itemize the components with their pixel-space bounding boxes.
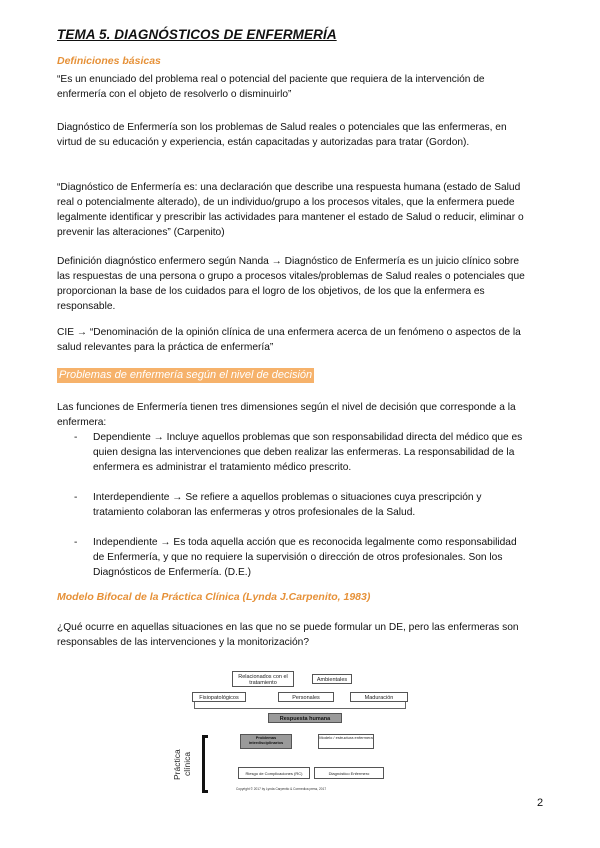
paragraph-nanda: Definición diagnóstico enfermero según Nanda → Diagnóstico de Enfermería es un juicio clínico sobre las respuestas de una persona o grupo a procesos vitales/problemas de Salud reales o potenciales que proporcionan la base de los cuidados para el logro de los objetivos, de los que la enfermera es responsable. [57,256,525,312]
box-respuesta-humana: Respuesta humana [268,713,342,723]
side-label [170,740,192,780]
box-personales: Personales [278,692,334,702]
box-problemas-interdisciplinarios: Problemas interdisciplinarios [240,734,292,749]
box-diagnostico-enfermero: Diagnóstico Enfermero [314,767,384,779]
dimensions-list [57,430,527,595]
box-fisiopatologicos: Fisiopatológicos [192,692,246,702]
box-riesgo-complicaciones: Riesgo de Complicaciones (RC) [238,767,310,779]
diagram-copyright: Copyright © 2017 by Lynda Carpenito & Cormedica press, 2017 [236,787,327,791]
paragraph-funciones-intro: Las funciones de Enfermería tienen tres dimensiones según el nivel de decisión que corresponde a la enfermera: [57,402,516,428]
list-item: - Interdependiente → Se refiere a aquellos problemas o situaciones cuya prescripción y tratamiento colaboran las enfermeras y otros profesionales de la Salud. [57,490,527,520]
page-number: 2 [537,797,544,809]
side-label-practica: Práctica [172,749,182,780]
paragraph-gordon: Diagnóstico de Enfermería son los problemas de Salud reales o potenciales que las enfermeras, en virtud de su educación y experiencia, están capacitadas y autorizadas para tratar (Gordon). [57,122,507,148]
paragraph-carpenito: “Diagnóstico de Enfermería es: una declaración que describe una respuesta humana (estado de Salud real o potencialmente alterado), de un individuo/grupo a los procesos vitales, que la enfermera puede legalmente identificar y prescribir las actividades para mantener el estado de Salud o reducir, eliminar o prevenir las alteraciones” (Carpenito) [57,182,524,238]
list-item: - Dependiente → Incluye aquellos problemas que son responsabilidad directa del médico que es quien designa las intervenciones que deben realizar las enfermeras. La responsabilidad de la enfermera es administrar el tratamiento médico prescrito. [57,430,527,475]
box-ambientales: Ambientales [312,674,352,684]
section-heading-problemas: Problemas de enfermería según el nivel de decisión [59,369,313,381]
section-heading-modelo-bifocal: Modelo Bifocal de la Práctica Clínica (Lynda J.Carpenito, 1983) [57,591,371,603]
box-modelo-enfermera: Modelo / estructura enfermera [318,734,374,749]
list-item: - Independiente → Es toda aquella acción que es reconocida legalmente como responsabilidad de Enfermería, y que no requiere la supervisión o dirección de otros profesionales. Son los Diagnósticos de Enfermería. (D.E.) [57,535,527,580]
section-heading-definiciones: Definiciones básicas [57,55,161,67]
page-title: TEMA 5. DIAGNÓSTICOS DE ENFERMERÍA [57,27,337,42]
bifocal-model-diagram [170,668,418,796]
paragraph-question: ¿Qué ocurre en aquellas situaciones en las que no se puede formular un DE, pero las enfermeras son responsables de las intervenciones y la monitorización? [57,622,519,648]
box-maduracion: Maduración [350,692,408,702]
paragraph-cie: CIE → “Denominación de la opinión clínica de una enfermera acerca de un fenómeno o aspectos de la salud relevantes para la práctica de enfermería” [57,327,521,353]
connector-line [194,708,406,709]
paragraph-definition-1: “Es un enunciado del problema real o potencial del paciente que requiera de la intervención de enfermería con el objeto de resolverlo o disminuirlo” [57,74,485,100]
side-label-clinica: clínica [182,751,192,776]
connector-line [405,702,406,708]
bracket-shape [202,735,208,793]
box-tratamiento: Relacionados con el tratamiento [232,671,294,687]
connector-line [194,702,195,708]
